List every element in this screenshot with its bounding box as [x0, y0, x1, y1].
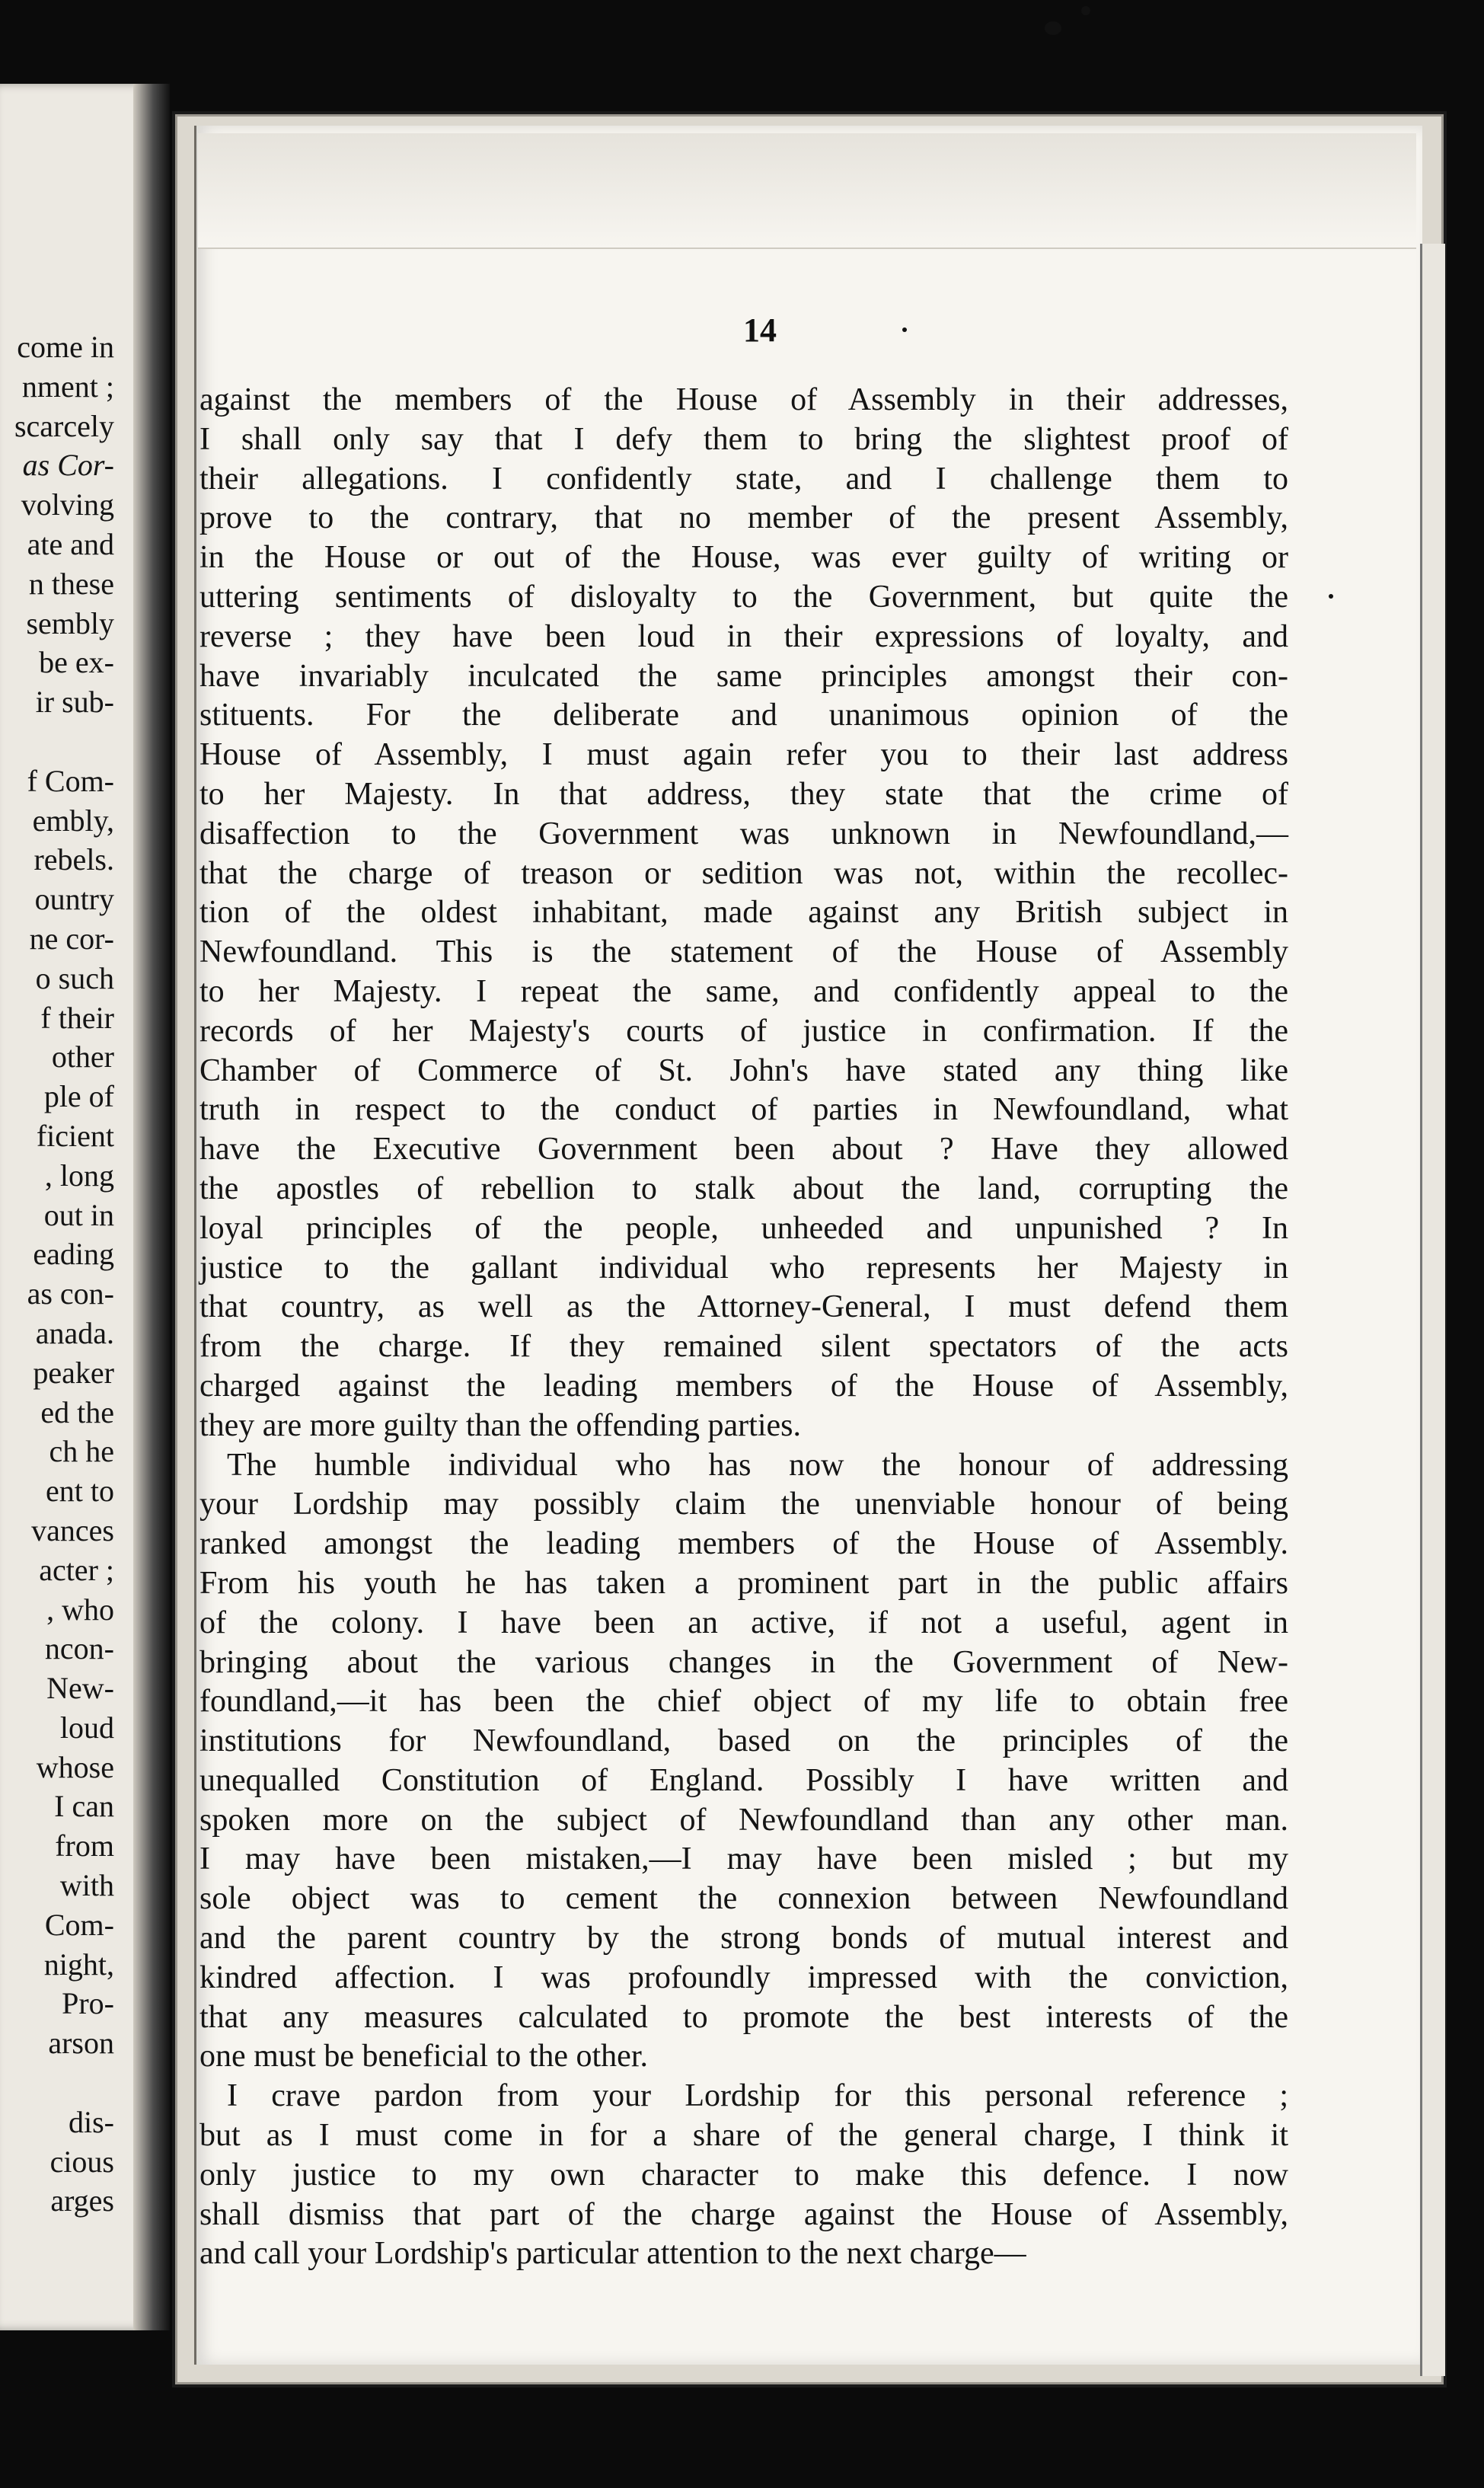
left-page-line: ch he: [49, 1434, 114, 1469]
text-line: and call your Lordship's particular attention to the next charge—: [199, 2236, 1026, 2272]
left-page-line: f their: [40, 1000, 114, 1035]
text-line: only justice to my own character to make this defence. I now: [199, 2157, 1288, 2193]
left-page-line: vances: [31, 1512, 114, 1547]
page-right-edge: [1420, 244, 1445, 2376]
left-page-line: from: [55, 1828, 114, 1864]
book-spine-shadow: [133, 84, 170, 2330]
left-page-line: embly,: [32, 803, 114, 838]
left-page-line: loud: [59, 1710, 114, 1745]
text-line: they are more guilty than the offending parties.: [199, 1407, 801, 1443]
left-page-line: I can: [54, 1789, 114, 1824]
left-page-line: peaker: [33, 1355, 114, 1390]
page-top-margin: [198, 133, 1416, 249]
text-line: have the Executive Government been about ? Have they allowed: [199, 1132, 1288, 1167]
left-page-line: scarcely: [14, 408, 114, 443]
text-line: Newfoundland. This is the statement of the House of Assembly: [199, 934, 1288, 970]
text-line: truth in respect to the conduct of parties in Newfoundland, what: [199, 1092, 1288, 1128]
left-page-line: sembly: [26, 605, 114, 640]
left-page-line: as con-: [27, 1276, 114, 1311]
text-line: but as I must come in for a share of the general charge, I think it: [199, 2118, 1288, 2154]
text-line: I crave pardon from your Lordship for this personal reference ;: [227, 2078, 1288, 2114]
scan-speck: [1081, 6, 1090, 15]
text-line: spoken more on the subject of Newfoundland than any other man.: [199, 1802, 1288, 1838]
text-line: that the charge of treason or sedition was not, within the recollec-: [199, 855, 1288, 891]
left-page-line: volving: [21, 487, 114, 522]
text-line: disaffection to the Government was unknown in Newfoundland,—: [199, 816, 1288, 851]
left-page-line: other: [51, 1040, 114, 1075]
left-page-line: night,: [43, 1947, 114, 1982]
text-line: foundland,—it has been the chief object of my life to obtain free: [199, 1684, 1288, 1720]
text-line: tion of the oldest inhabitant, made against any British subject in: [199, 895, 1288, 931]
text-line: I shall only say that I defy them to bring the slightest proof of: [199, 421, 1288, 457]
text-line: I may have been mistaken,—I may have been misled ; but my: [199, 1841, 1288, 1877]
left-page-line: o such: [35, 960, 114, 995]
left-page-line: f Com-: [27, 763, 114, 798]
left-page-line: eading: [33, 1237, 114, 1272]
text-line: shall dismiss that part of the charge against the House of Assembly,: [199, 2196, 1288, 2232]
text-line: to her Majesty. I repeat the same, and confidently appeal to the: [199, 973, 1288, 1009]
scan-speck: [902, 327, 907, 332]
left-page-line: ate and: [27, 526, 114, 561]
left-page-line: ir sub-: [35, 685, 114, 720]
text-line: their allegations. I confidently state, and I challenge them to: [199, 461, 1288, 497]
page-number: 14: [743, 311, 777, 349]
left-page-line: ent to: [46, 1474, 114, 1509]
left-page-text-fragments: [0, 327, 114, 2221]
text-line: from the charge. If they remained silent spectators of the acts: [199, 1329, 1288, 1365]
left-page-line: anada.: [35, 1315, 114, 1350]
left-page-line: with: [59, 1868, 114, 1903]
left-page-line: ncon-: [44, 1631, 114, 1666]
scan-speck: [1045, 21, 1061, 35]
text-line: that any measures calculated to promote the best interests of the: [199, 1999, 1288, 2035]
text-line: stituents. For the deliberate and unanimous opinion of the: [199, 698, 1288, 733]
left-page-line: as Cor-: [22, 448, 114, 483]
text-line: kindred affection. I was profoundly impressed with the conviction,: [199, 1959, 1288, 1995]
text-line: to her Majesty. In that address, they state that the crime of: [199, 776, 1288, 812]
text-line: institutions for Newfoundland, based on the principles of the: [199, 1723, 1288, 1759]
left-page-line: come in: [17, 330, 114, 364]
text-line: charged against the leading members of the House of Assembly,: [199, 1368, 1288, 1404]
text-line: your Lordship may possibly claim the unenviable honour of being: [199, 1487, 1288, 1522]
left-page-line: [0, 2063, 114, 2103]
scan-speck: [1329, 594, 1333, 599]
text-line: House of Assembly, I must again refer you to their last address: [199, 737, 1288, 773]
text-line: unequalled Constitution of England. Possibly I have written and: [199, 1762, 1288, 1798]
text-line: in the House or out of the House, was ever guilty of writing or: [199, 540, 1288, 576]
page-body-text: [199, 381, 1288, 2274]
text-line: and the parent country by the strong bonds of mutual interest and: [199, 1921, 1288, 1956]
text-line: loyal principles of the people, unheeded and unpunished ? In: [199, 1210, 1288, 1246]
text-line: prove to the contrary, that no member of the present Assembly,: [199, 500, 1288, 536]
text-line: ranked amongst the leading members of the House of Assembly.: [199, 1526, 1288, 1562]
text-line: From his youth he has taken a prominent part in the public affairs: [199, 1565, 1288, 1601]
text-line: Chamber of Commerce of St. John's have stated any thing like: [199, 1052, 1288, 1088]
left-page-line: cious: [49, 2144, 114, 2179]
text-line: records of her Majesty's courts of justice in confirmation. If the: [199, 1013, 1288, 1049]
text-line: one must be beneficial to the other.: [199, 2039, 648, 2074]
left-page-line: n these: [28, 566, 114, 601]
text-line: that country, as well as the Attorney-General, I must defend them: [199, 1289, 1288, 1325]
text-line: sole object was to cement the connexion between Newfoundland: [199, 1881, 1288, 1917]
left-page-line: ountry: [34, 882, 114, 917]
left-page-line: out in: [43, 1197, 114, 1232]
left-page-line: be ex-: [39, 645, 114, 680]
text-line: uttering sentiments of disloyalty to the Government, but quite the: [199, 579, 1288, 615]
left-page-line: Com-: [44, 1907, 114, 1942]
left-page-line: Pro-: [62, 1986, 114, 2021]
left-page-line: New-: [46, 1671, 114, 1706]
left-page-line: acter ;: [39, 1552, 114, 1587]
left-page-line: [0, 722, 114, 762]
left-page-line: arson: [48, 2026, 114, 2061]
text-line: The humble individual who has now the honour of addressing: [227, 1447, 1288, 1483]
left-page-line: whose: [36, 1749, 114, 1784]
left-page-line: dis-: [69, 2104, 114, 2139]
text-line: reverse ; they have been loud in their expressions of loyalty, and: [199, 618, 1288, 654]
left-page-line: ficient: [36, 1118, 114, 1153]
left-page-line: ple of: [43, 1079, 114, 1114]
text-line: have invariably inculcated the same principles amongst their con-: [199, 658, 1288, 694]
text-line: against the members of the House of Assembly in their addresses,: [199, 382, 1288, 417]
text-line: bringing about the various changes in the Government of New-: [199, 1644, 1288, 1680]
left-page-line: ne cor-: [29, 921, 114, 956]
left-page-line: , long: [44, 1158, 114, 1193]
left-page-line: nment ;: [21, 369, 114, 404]
left-page-line: rebels.: [34, 842, 114, 877]
left-page-line: ed the: [40, 1394, 114, 1429]
left-page-line: arges: [50, 2183, 114, 2218]
text-line: of the colony. I have been an active, if not a useful, agent in: [199, 1605, 1288, 1640]
left-page-line: , who: [46, 1592, 114, 1627]
text-line: the apostles of rebellion to stalk about the land, corrupting the: [199, 1171, 1288, 1206]
text-line: justice to the gallant individual who represents her Majesty in: [199, 1250, 1288, 1286]
